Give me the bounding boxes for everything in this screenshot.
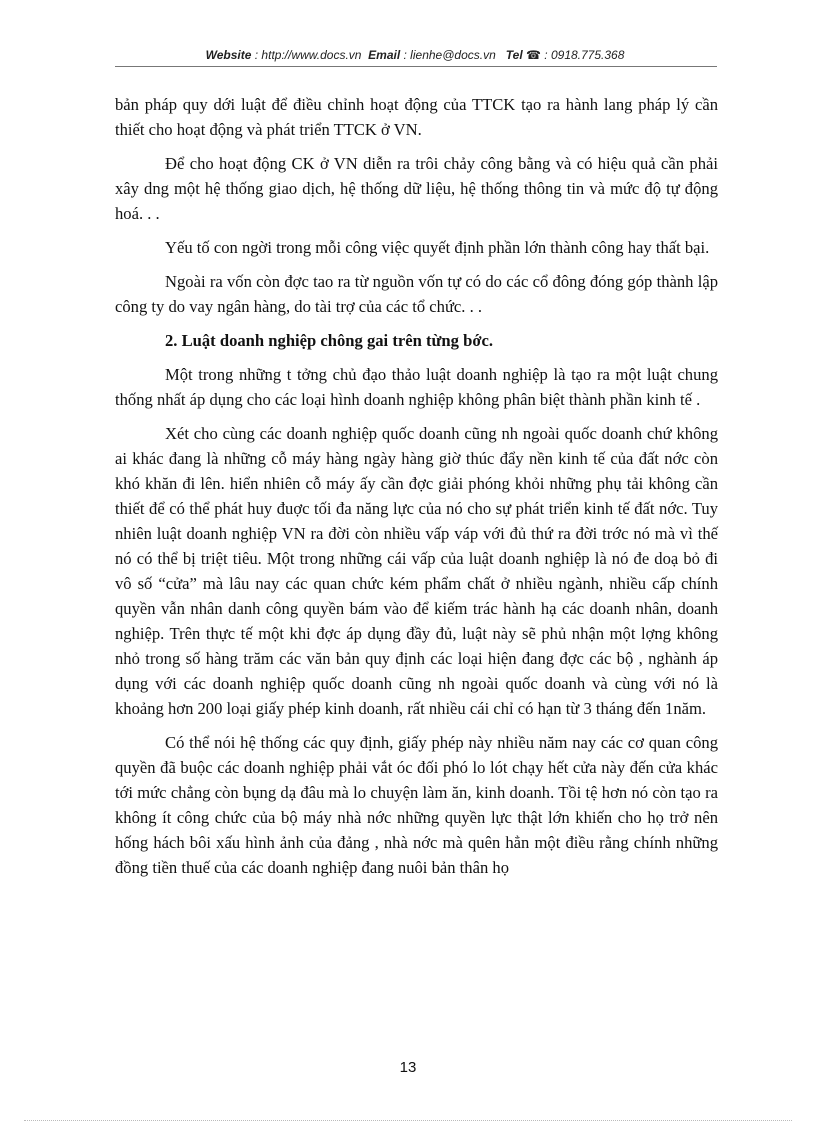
footer-divider	[24, 1120, 792, 1121]
paragraph: Xét cho cùng các doanh nghiệp quốc doanh cũng nh ngoài quốc doanh chứ không ai khác đang là những cỗ máy hàng ngày hàng giờ thúc đẩy nền kinh tế của đất nớc còn khó khăn đi lên. hiển nhiên cỗ máy ấy cần đợc giải phóng khỏi những phụ tải không cần thiết để có thể phát huy đuợc tối đa năng lực của nó cho sự phát triển kinh tế đất nớc. Tuy nhiên luật doanh nghiệp VN ra đời còn nhiều vấp váp với đủ thứ ra đời trớc nó mà vì thế nó có thể bị triệt tiêu. Một trong những cái vấp của luật doanh nghiệp là nó đe doạ bỏ đi vô số “cửa” mà lâu nay các quan chức kém phẩm chất ở nhiều ngành, nhiều cấp chính quyền vẫn nhân danh công quyền bám vào để kiếm trác hành hạ các doanh nhân, doanh nghiệp. Trên thực tế một khi đợc áp dụng đầy đủ, luật này sẽ phủ nhận một lợng không nhỏ trong số hàng trăm các văn bản quy định các loại hiện đang đợc các bộ , nghành áp dụng với các doanh nghiệp quốc doanh cũng nh ngoài quốc doanh và cùng với nó là khoảng hơn 200 loại giấy phép kinh doanh, rất nhiều cái chỉ có hạn từ 3 tháng đến 1năm.	[115, 424, 718, 718]
email-value: : lienhe@docs.vn	[403, 48, 496, 62]
paragraph: Một trong những t tởng chủ đạo thảo luật doanh nghiệp là tạo ra một luật chung thống nhất áp dụng cho các loại hình doanh nghiệp không phân biệt thành phần kinh tế .	[115, 365, 718, 409]
tel-value: : 0918.775.368	[544, 48, 625, 62]
page-header	[115, 48, 715, 62]
paragraph: Yếu tố con ngời trong mỗi công việc quyết định phần lớn thành công hay thất bại.	[165, 238, 710, 257]
website-url: : http://www.docs.vn	[254, 48, 362, 62]
header-divider	[115, 66, 717, 67]
paragraph: bản pháp quy dới luật để điều chỉnh hoạt động của TTCK tạo ra hành lang pháp lý cần thiết cho hoạt động và phát triển TTCK ở VN.	[115, 95, 718, 139]
paragraph: Ngoài ra vốn còn đợc tao ra từ nguồn vốn tự có do các cổ đông đóng góp thành lập công ty do vay ngân hàng, do tài trợ của các tổ chức. . .	[115, 272, 718, 316]
tel-label: Tel ☎	[505, 48, 541, 62]
website-label: Website	[205, 48, 252, 62]
paragraph: Để cho hoạt động CK ở VN diễn ra trôi chảy công bằng và có hiệu quả cần phải xây dng một hệ thống giao dịch, hệ thống dữ liệu, hệ thống thông tin và mức độ tự động hoá. . .	[115, 154, 718, 223]
section-heading: 2. Luật doanh nghiệp chông gai trên từng bớc.	[165, 331, 494, 350]
page-number: 13	[399, 1059, 417, 1076]
email-label: Email	[368, 48, 401, 62]
document-body	[115, 92, 718, 889]
paragraph: Có thể nói hệ thống các quy định, giấy phép này nhiều năm nay các cơ quan công quyền đã buộc các doanh nghiệp phải vắt óc đối phó lo lót chạy hết cửa này đến cửa khác tới mức chẳng còn bụng dạ đâu mà lo chuyện làm ăn, kinh doanh. Tồi tệ hơn nó còn tạo ra không ít công chức của bộ máy nhà nớc những quyền lực thật lớn khiến cho họ trở nên hống hách bôi xấu hình ảnh của đảng , nhà nớc mà quên hẳn một điều rằng chính những đồng tiền thuế của các doanh nghiệp đang nuôi bản thân họ	[115, 733, 718, 877]
